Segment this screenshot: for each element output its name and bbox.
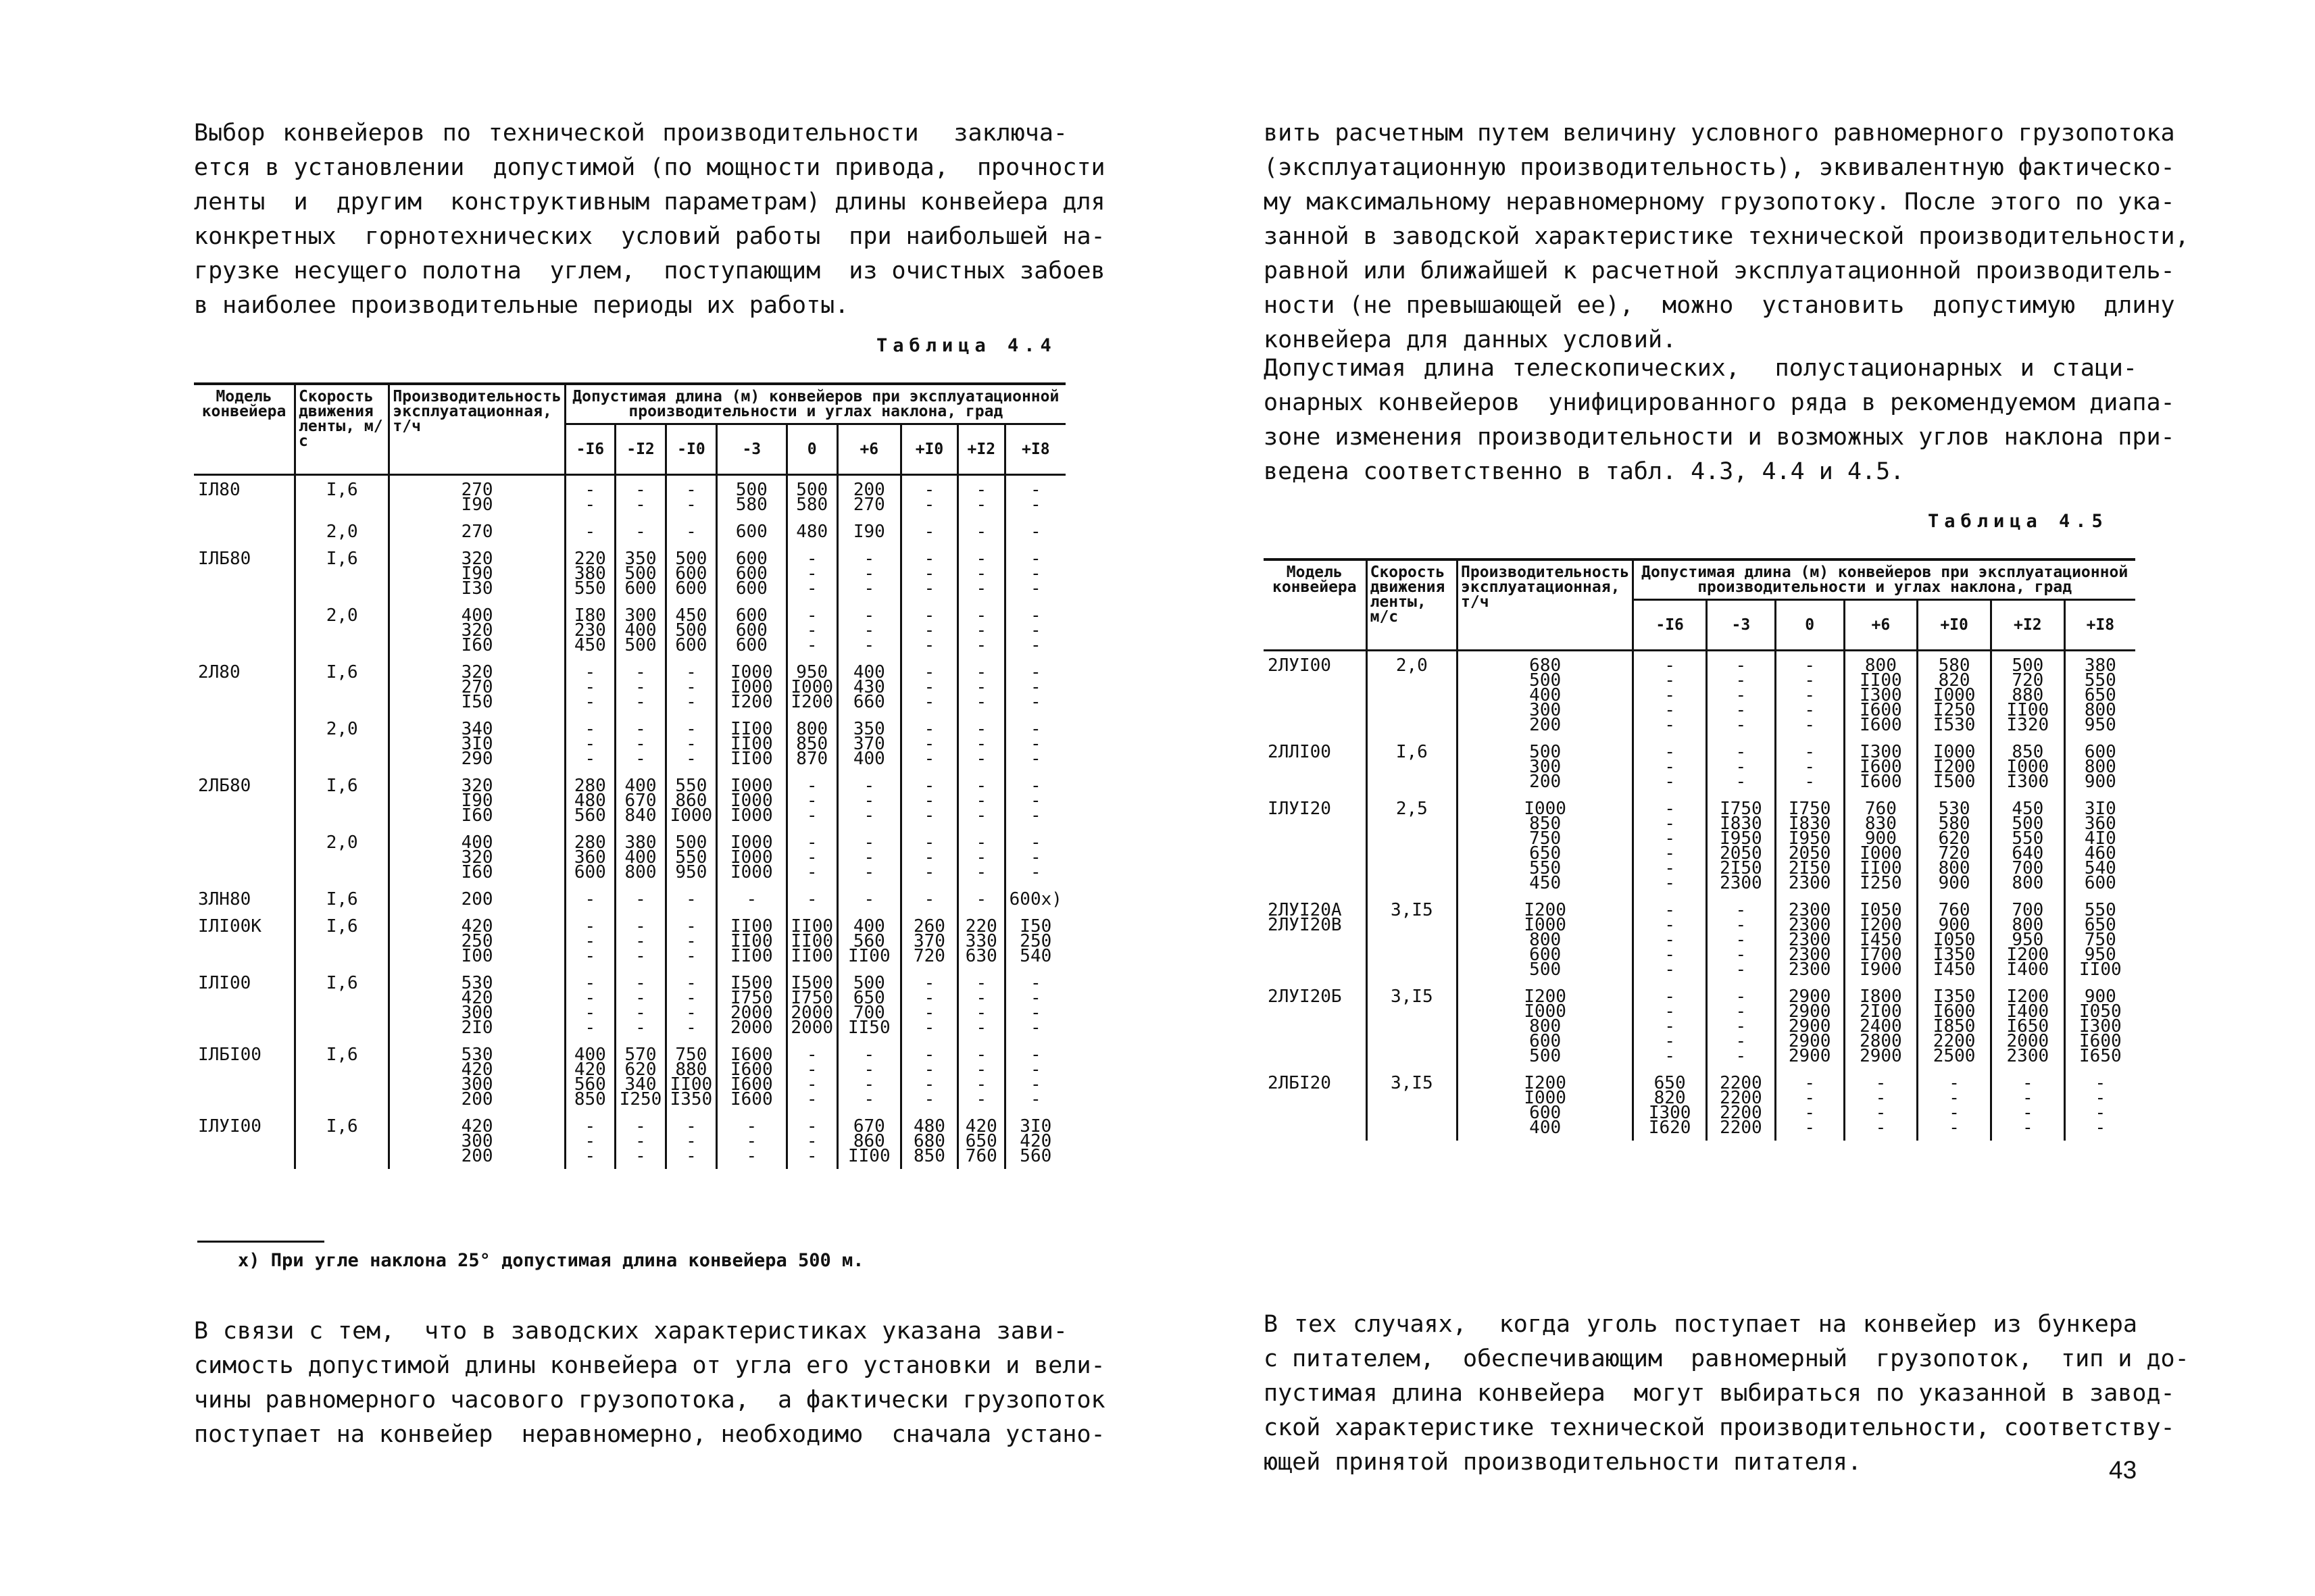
text-line: грузке несущего полотна углем, поступающим из очистных забоев <box>194 257 1105 284</box>
text-line: вить расчетным путем величину условного равномерного грузопотока <box>1264 120 2175 147</box>
speed-cell: 2,0 <box>295 601 389 658</box>
table-row <box>194 1112 1066 1169</box>
speed-cell: 2,5 <box>1366 795 1457 896</box>
productivity-cell: 530 420 300 200 <box>389 1041 565 1112</box>
length-cell: - - - <box>565 912 615 969</box>
speed-cell: 3,I5 <box>1366 1069 1457 1141</box>
length-cell: - - - - <box>837 1041 901 1112</box>
length-cell: II00 II00 II00 <box>787 912 837 969</box>
length-cell: 600x) <box>1009 889 1062 909</box>
productivity-cell: I200 I000 600 400 <box>1458 1069 1633 1141</box>
text-line: Выбор конвейеров по технической производительности заключа- <box>194 120 1068 147</box>
length-cell: - - - <box>901 545 957 601</box>
speed-cell: I,6 <box>295 885 389 912</box>
table-row <box>194 1041 1066 1112</box>
angle-header: -3 <box>716 424 787 475</box>
length-cell: - - - - <box>958 969 1005 1041</box>
length-cell: - - - - - <box>1633 896 1707 982</box>
page-number: 43 <box>2109 1456 2137 1484</box>
length-cell: 500 720 880 II00 I320 <box>1991 651 2064 739</box>
length-cell: - - - <box>787 601 837 658</box>
length-cell: - - - - <box>1918 1069 1991 1141</box>
model-cell: 2ЛБ80 <box>194 772 295 828</box>
length-cell: 400 420 560 850 <box>565 1041 615 1112</box>
length-cell: - - - <box>787 545 837 601</box>
length-cell: 220 330 630 <box>958 912 1005 969</box>
length-cell: 550 650 750 950 II00 <box>2079 900 2122 980</box>
length-cell: - - - <box>1775 738 1844 795</box>
col-header-productivity: Производительность эксплуатационная, т/ч <box>1458 559 1633 651</box>
length-cell: I800 2I00 2400 2800 2900 <box>1844 982 1918 1069</box>
table-4-4-caption: Таблица 4.4 <box>876 335 1057 356</box>
length-cell: - - - <box>901 772 957 828</box>
length-cell: 600 <box>716 518 787 545</box>
text-line: ности (не превышающей ее), можно установить допустимую длину <box>1264 292 2175 319</box>
length-cell: - - - <box>716 1112 787 1169</box>
text-line: зоне изменения производительности и возможных углов наклона при- <box>1264 424 2175 451</box>
productivity-cell: 200 <box>389 885 565 912</box>
speed-cell: 2,0 <box>295 518 389 545</box>
length-cell: - - - - <box>565 969 615 1041</box>
model-cell <box>194 828 295 885</box>
length-cell: 700 800 950 I200 I400 <box>1991 896 2064 982</box>
length-cell: - - <box>901 475 957 518</box>
col-header-model: Модель конвейера <box>194 384 295 475</box>
table-row <box>1264 982 2135 1069</box>
productivity-cell: I000 850 750 650 550 450 <box>1458 795 1633 896</box>
length-cell: 580 820 I000 I250 I530 <box>1918 651 1991 739</box>
text-line: ской характеристике технической производительности, соответству- <box>1264 1414 2175 1441</box>
speed-cell: 3,I5 <box>1366 896 1457 982</box>
col-header-group: Допустимая длина (м) конвейеров при эксплуатационной производительности и углах наклона, град <box>565 384 1066 424</box>
length-cell: - - <box>565 475 615 518</box>
model-cell: IЛI00 <box>194 969 295 1041</box>
length-cell: - <box>958 518 1005 545</box>
length-cell: - - - <box>958 545 1005 601</box>
length-cell: - - - - <box>1991 1069 2064 1141</box>
speed-cell: I,6 <box>295 1112 389 1169</box>
length-cell: - - - <box>837 828 901 885</box>
length-cell: - - - - - - <box>1633 795 1707 896</box>
col-header-productivity: Производительность эксплуатационная, т/ч <box>389 384 565 475</box>
table-row <box>194 885 1066 912</box>
speed-cell: 2,0 <box>1366 651 1457 739</box>
length-cell: - - - <box>666 658 716 715</box>
table-4-4-footnote: x) При угле наклона 25° допустимая длина конвейера 500 м. <box>238 1250 864 1271</box>
length-cell: - - - - <box>1775 1069 1844 1141</box>
table-4-5 <box>1264 558 2135 1141</box>
model-cell: IЛБI00 <box>194 1041 295 1112</box>
text-line: конкретных горнотехнических условий работы при наибольшей на- <box>194 223 1105 250</box>
length-cell: I90 <box>837 518 901 545</box>
col-header-speed: Скорость движения ленты, м/с <box>295 384 389 475</box>
angle-header: -I2 <box>616 424 666 475</box>
angle-header: +6 <box>1844 600 1918 651</box>
length-cell: 500 550 950 <box>666 828 716 885</box>
length-cell: 2300 2300 2300 2300 2300 <box>1775 896 1844 982</box>
model-cell: IЛ80 <box>194 475 295 518</box>
length-cell: - - - <box>616 658 666 715</box>
length-cell: - - - <box>837 601 901 658</box>
length-cell: - <box>666 885 716 912</box>
footnote-rule <box>197 1241 324 1243</box>
length-cell: - - - <box>1030 776 1041 826</box>
length-cell: I750 I830 I950 2050 2I50 2300 <box>1707 795 1776 896</box>
text-line: В тех случаях, когда уголь поступает на конвейер из бункера <box>1264 1311 2137 1338</box>
text-line: (эксплуатационную производительность), эквивалентную фактическо- <box>1264 154 2175 181</box>
speed-cell: I,6 <box>295 475 389 518</box>
length-cell: 500 600 600 <box>666 545 716 601</box>
length-cell: - - - <box>901 658 957 715</box>
length-cell: - - - <box>666 715 716 772</box>
productivity-cell: I200 I000 800 600 500 <box>1458 982 1633 1069</box>
table-row <box>194 658 1066 715</box>
length-cell: II00 II00 II00 <box>716 715 787 772</box>
length-cell: 280 480 560 <box>565 772 615 828</box>
length-cell: 670 860 II00 <box>837 1112 901 1169</box>
length-cell: - - - <box>565 715 615 772</box>
length-cell: 650 820 I300 I620 <box>1633 1069 1707 1141</box>
length-cell: - - - <box>1030 605 1041 655</box>
table-row <box>194 772 1066 828</box>
length-cell: 500 580 <box>787 475 837 518</box>
text-line: конвейера для данных условий. <box>1264 326 1677 353</box>
length-cell: - - - <box>1030 719 1041 769</box>
length-cell: - - - - <box>666 969 716 1041</box>
length-cell: 280 360 600 <box>565 828 615 885</box>
length-cell: - - - - - <box>1707 896 1776 982</box>
length-cell: - - - <box>787 772 837 828</box>
length-cell: - - - - - <box>1633 982 1707 1069</box>
length-cell: 600 600 600 <box>716 545 787 601</box>
model-cell: 2ЛБI20 <box>1264 1069 1366 1141</box>
length-cell: - - - - <box>1844 1069 1918 1141</box>
table-4-4 <box>194 382 1066 1169</box>
length-cell: - - - <box>787 828 837 885</box>
length-cell: I000 I000 I200 <box>716 658 787 715</box>
speed-cell: I,6 <box>295 545 389 601</box>
length-cell: 900 I050 I300 I600 I650 <box>2079 987 2122 1066</box>
right-paragraph-1 <box>1264 116 2189 357</box>
angle-header: +I0 <box>1918 600 1991 651</box>
speed-cell: I,6 <box>295 658 389 715</box>
model-cell: 2ЛЛI00 <box>1264 738 1366 795</box>
length-cell: 380 400 800 <box>616 828 666 885</box>
length-cell: - - - <box>565 658 615 715</box>
length-cell: - - - <box>616 912 666 969</box>
text-line: поступает на конвейер неравномерно, необходимо сначала устано- <box>194 1421 1105 1448</box>
length-cell: 760 830 900 I000 II00 I250 <box>1844 795 1918 896</box>
productivity-cell: 500 300 200 <box>1458 738 1633 795</box>
table-row <box>194 545 1066 601</box>
table-row <box>194 969 1066 1041</box>
col-header-model: Модель конвейера <box>1264 559 1366 651</box>
length-cell: 260 370 720 <box>901 912 957 969</box>
length-cell: 530 580 620 720 800 900 <box>1918 795 1991 896</box>
text-line: ется в установлении допустимой (по мощности привода, прочности <box>194 154 1105 181</box>
length-cell: I80 230 450 <box>565 601 615 658</box>
length-cell: 450 500 600 <box>666 601 716 658</box>
length-cell: I500 I750 2000 2000 <box>787 969 837 1041</box>
model-cell: 2Л80 <box>194 658 295 715</box>
speed-cell: 2,0 <box>295 828 389 885</box>
model-cell <box>194 715 295 772</box>
speed-cell: I,6 <box>295 772 389 828</box>
length-cell: - - - - <box>1030 1045 1041 1109</box>
productivity-cell: 680 500 400 300 200 <box>1458 651 1633 739</box>
angle-header: +I2 <box>1991 600 2064 651</box>
length-cell: 420 650 760 <box>958 1112 1005 1169</box>
length-cell: - - - <box>837 545 901 601</box>
length-cell: - - - <box>958 828 1005 885</box>
length-cell: II00 II00 II00 <box>716 912 787 969</box>
right-page <box>1158 0 2315 1596</box>
table-row <box>1264 795 2135 896</box>
length-cell: 800 850 870 <box>787 715 837 772</box>
length-cell: - <box>1030 522 1041 542</box>
model-cell <box>194 601 295 658</box>
speed-cell: I,6 <box>295 969 389 1041</box>
table-4-5-caption: Таблица 4.5 <box>1928 511 2108 532</box>
productivity-cell: 320 I90 I30 <box>389 545 565 601</box>
length-cell: 600 800 900 <box>2084 742 2116 792</box>
length-cell: 480 <box>787 518 837 545</box>
length-cell: 380 550 650 800 950 <box>2084 655 2116 735</box>
length-cell: I000 I200 I500 <box>1918 738 1991 795</box>
length-cell: 3I0 360 4I0 460 540 600 <box>2084 799 2116 893</box>
angle-header: 0 <box>787 424 837 475</box>
length-cell: - - - - <box>958 1041 1005 1112</box>
productivity-cell: 400 320 I60 <box>389 601 565 658</box>
length-cell: I000 I000 I000 <box>716 828 787 885</box>
length-cell: - - - <box>616 715 666 772</box>
table-row <box>194 912 1066 969</box>
length-cell: I300 I600 I600 <box>1844 738 1918 795</box>
length-cell: I50 250 540 <box>1020 916 1052 966</box>
length-cell: - - - <box>1030 662 1041 712</box>
speed-cell: I,6 <box>295 1041 389 1112</box>
text-line: ющей принятой производительности питателя. <box>1264 1449 1862 1476</box>
length-cell: - - - <box>958 772 1005 828</box>
length-cell: - - - <box>666 912 716 969</box>
length-cell: - <box>565 885 615 912</box>
length-cell: I500 I750 2000 2000 <box>716 969 787 1041</box>
length-cell: 500 580 <box>716 475 787 518</box>
length-cell: - <box>787 885 837 912</box>
length-cell: - - - <box>1030 832 1041 882</box>
length-cell: - - - - <box>901 1041 957 1112</box>
left-paragraph-1 <box>194 116 1105 323</box>
table-row <box>194 475 1066 518</box>
model-cell <box>194 518 295 545</box>
model-cell: 2ЛУI20Б <box>1264 982 1366 1069</box>
length-cell: - - - <box>787 1112 837 1169</box>
length-cell: - <box>565 518 615 545</box>
angle-header: -I6 <box>1633 600 1707 651</box>
productivity-cell: 270 I90 <box>389 475 565 518</box>
length-cell: 480 680 850 <box>901 1112 957 1169</box>
length-cell: 3I0 420 560 <box>1020 1116 1052 1166</box>
table-row <box>1264 651 2135 739</box>
length-cell: 450 500 550 640 700 800 <box>1991 795 2064 896</box>
angle-header: -I0 <box>666 424 716 475</box>
length-cell: - <box>901 518 957 545</box>
model-cell: 2ЛУI20А 2ЛУI20В <box>1264 896 1366 982</box>
length-cell: - - - <box>1030 549 1041 599</box>
angle-header: 0 <box>1775 600 1844 651</box>
speed-cell: 3,I5 <box>1366 982 1457 1069</box>
length-cell: 350 370 400 <box>837 715 901 772</box>
length-cell: 2900 2900 2900 2900 2900 <box>1775 982 1844 1069</box>
model-cell: IЛI00К <box>194 912 295 969</box>
text-line: пустимая длина конвейера могут выбираться по указанной в завод- <box>1264 1380 2175 1407</box>
angle-header: +I0 <box>901 424 957 475</box>
speed-cell: 2,0 <box>295 715 389 772</box>
text-line: му максимальному неравномерному грузопотоку. После этого по ука- <box>1264 189 2175 216</box>
length-cell: - - - - - <box>1707 982 1776 1069</box>
text-line: онарных конвейеров унифицированного ряда в рекомендуемом диапа- <box>1264 389 2175 416</box>
length-cell: 570 620 340 I250 <box>616 1041 666 1112</box>
right-paragraph-2 <box>1264 351 2175 489</box>
length-cell: 400 670 840 <box>616 772 666 828</box>
productivity-cell: 270 <box>389 518 565 545</box>
angle-header: +I2 <box>958 424 1005 475</box>
length-cell: - - - <box>837 772 901 828</box>
length-cell: 550 860 I000 <box>666 772 716 828</box>
length-cell: I050 I200 I450 I700 I900 <box>1844 896 1918 982</box>
length-cell: - <box>666 518 716 545</box>
length-cell: I200 I400 I650 2000 2300 <box>1991 982 2064 1069</box>
table-row <box>194 828 1066 885</box>
col-header-speed: Скорость движения ленты, м/с <box>1366 559 1457 651</box>
col-header-group: Допустимая длина (м) конвейеров при эксплуатационной производительности и углах наклона, град <box>1633 559 2135 600</box>
productivity-cell: 420 250 I00 <box>389 912 565 969</box>
model-cell: 2ЛУI00 <box>1264 651 1366 739</box>
table-row <box>1264 738 2135 795</box>
text-line: занной в заводской характеристике технической производительности, <box>1264 223 2189 250</box>
length-cell: 2200 2200 2200 2200 <box>1707 1069 1776 1141</box>
angle-header: +I8 <box>1005 424 1066 475</box>
length-cell: - - - <box>1707 738 1776 795</box>
length-cell: - - - - <box>901 969 957 1041</box>
speed-cell: I,6 <box>295 912 389 969</box>
length-cell: 600 600 600 <box>716 601 787 658</box>
length-cell: - - - <box>901 715 957 772</box>
length-cell: 200 270 <box>837 475 901 518</box>
length-cell: - - - <box>958 715 1005 772</box>
length-cell: - - - - - <box>1707 651 1776 739</box>
productivity-cell: 320 270 I50 <box>389 658 565 715</box>
table-row <box>194 601 1066 658</box>
length-cell: - <box>616 518 666 545</box>
text-line: симость допустимой длины конвейера от угла его установки и вели- <box>194 1352 1105 1379</box>
length-cell: - - - <box>1633 738 1707 795</box>
length-cell: I350 I600 I850 2200 2500 <box>1918 982 1991 1069</box>
length-cell: - - <box>616 475 666 518</box>
length-cell: 300 400 500 <box>616 601 666 658</box>
table-row <box>194 715 1066 772</box>
length-cell: 750 880 II00 I350 <box>666 1041 716 1112</box>
productivity-cell: 400 320 I60 <box>389 828 565 885</box>
productivity-cell: 420 300 200 <box>389 1112 565 1169</box>
length-cell: - - - <box>901 828 957 885</box>
length-cell: - - - <box>565 1112 615 1169</box>
productivity-cell: 530 420 300 2I0 <box>389 969 565 1041</box>
table-row <box>1264 1069 2135 1141</box>
length-cell: - - <box>958 475 1005 518</box>
model-cell: 3ЛН80 <box>194 885 295 912</box>
length-cell: - - - - <box>787 1041 837 1112</box>
length-cell: 950 I000 I200 <box>787 658 837 715</box>
text-line: чины равномерного часового грузопотока, а фактически грузопоток <box>194 1387 1105 1414</box>
model-cell: IЛУI20 <box>1264 795 1366 896</box>
productivity-cell: I200 I000 800 600 500 <box>1458 896 1633 982</box>
length-cell: - - - - - <box>1775 651 1844 739</box>
productivity-cell: 320 I90 I60 <box>389 772 565 828</box>
text-line: в наиболее производительные периоды их работы. <box>194 292 849 319</box>
length-cell: 400 560 II00 <box>837 912 901 969</box>
text-line: Допустимая длина телескопических, полустационарных и стаци- <box>1264 355 2137 382</box>
length-cell: - - - - <box>616 969 666 1041</box>
model-cell: IЛБ80 <box>194 545 295 601</box>
length-cell: 400 430 660 <box>837 658 901 715</box>
left-paragraph-2 <box>194 1314 1105 1452</box>
length-cell: 760 900 I050 I350 I450 <box>1918 896 1991 982</box>
text-line: ленты и другим конструктивным параметрам) длины конвейера для <box>194 189 1105 216</box>
length-cell: - <box>901 885 957 912</box>
length-cell: - - <box>1030 480 1041 515</box>
angle-header: -I6 <box>565 424 615 475</box>
text-line: ведена соответственно в табл. 4.3, 4.4 и 4.5. <box>1264 458 1905 485</box>
length-cell: 850 I000 I300 <box>1991 738 2064 795</box>
length-cell: - <box>616 885 666 912</box>
model-cell: IЛУI00 <box>194 1112 295 1169</box>
length-cell: - - - - <box>1030 973 1041 1038</box>
right-paragraph-3 <box>1264 1307 2189 1480</box>
angle-header: -3 <box>1707 600 1776 651</box>
length-cell: - - - <box>616 1112 666 1169</box>
length-cell: 350 500 600 <box>616 545 666 601</box>
table-row <box>1264 896 2135 982</box>
length-cell: 500 650 700 II50 <box>837 969 901 1041</box>
table-row <box>194 518 1066 545</box>
text-line: равной или ближайшей к расчетной эксплуатационной производитель- <box>1264 257 2175 284</box>
length-cell: 800 II00 I300 I600 I600 <box>1844 651 1918 739</box>
length-cell: - - - - <box>2095 1073 2106 1138</box>
length-cell: - - - - - <box>1633 651 1707 739</box>
length-cell: - - - <box>666 1112 716 1169</box>
speed-cell: I,6 <box>1366 738 1457 795</box>
productivity-cell: 340 3I0 290 <box>389 715 565 772</box>
length-cell: - - - <box>958 658 1005 715</box>
length-cell: - <box>837 885 901 912</box>
text-line: В связи с тем, что в заводских характеристиках указана зави- <box>194 1318 1068 1345</box>
length-cell: - <box>958 885 1005 912</box>
length-cell: - - - <box>901 601 957 658</box>
length-cell: I600 I600 I600 I600 <box>716 1041 787 1112</box>
angle-header: +I8 <box>2064 600 2135 651</box>
length-cell: I000 I000 I000 <box>716 772 787 828</box>
angle-header: +6 <box>837 424 901 475</box>
text-line: с питателем, обеспечивающим равномерный грузопоток, тип и до- <box>1264 1345 2189 1372</box>
length-cell: 220 380 550 <box>565 545 615 601</box>
length-cell: I750 I830 I950 2050 2I50 2300 <box>1775 795 1844 896</box>
length-cell: - - - <box>958 601 1005 658</box>
length-cell: - <box>716 885 787 912</box>
length-cell: - - <box>666 475 716 518</box>
